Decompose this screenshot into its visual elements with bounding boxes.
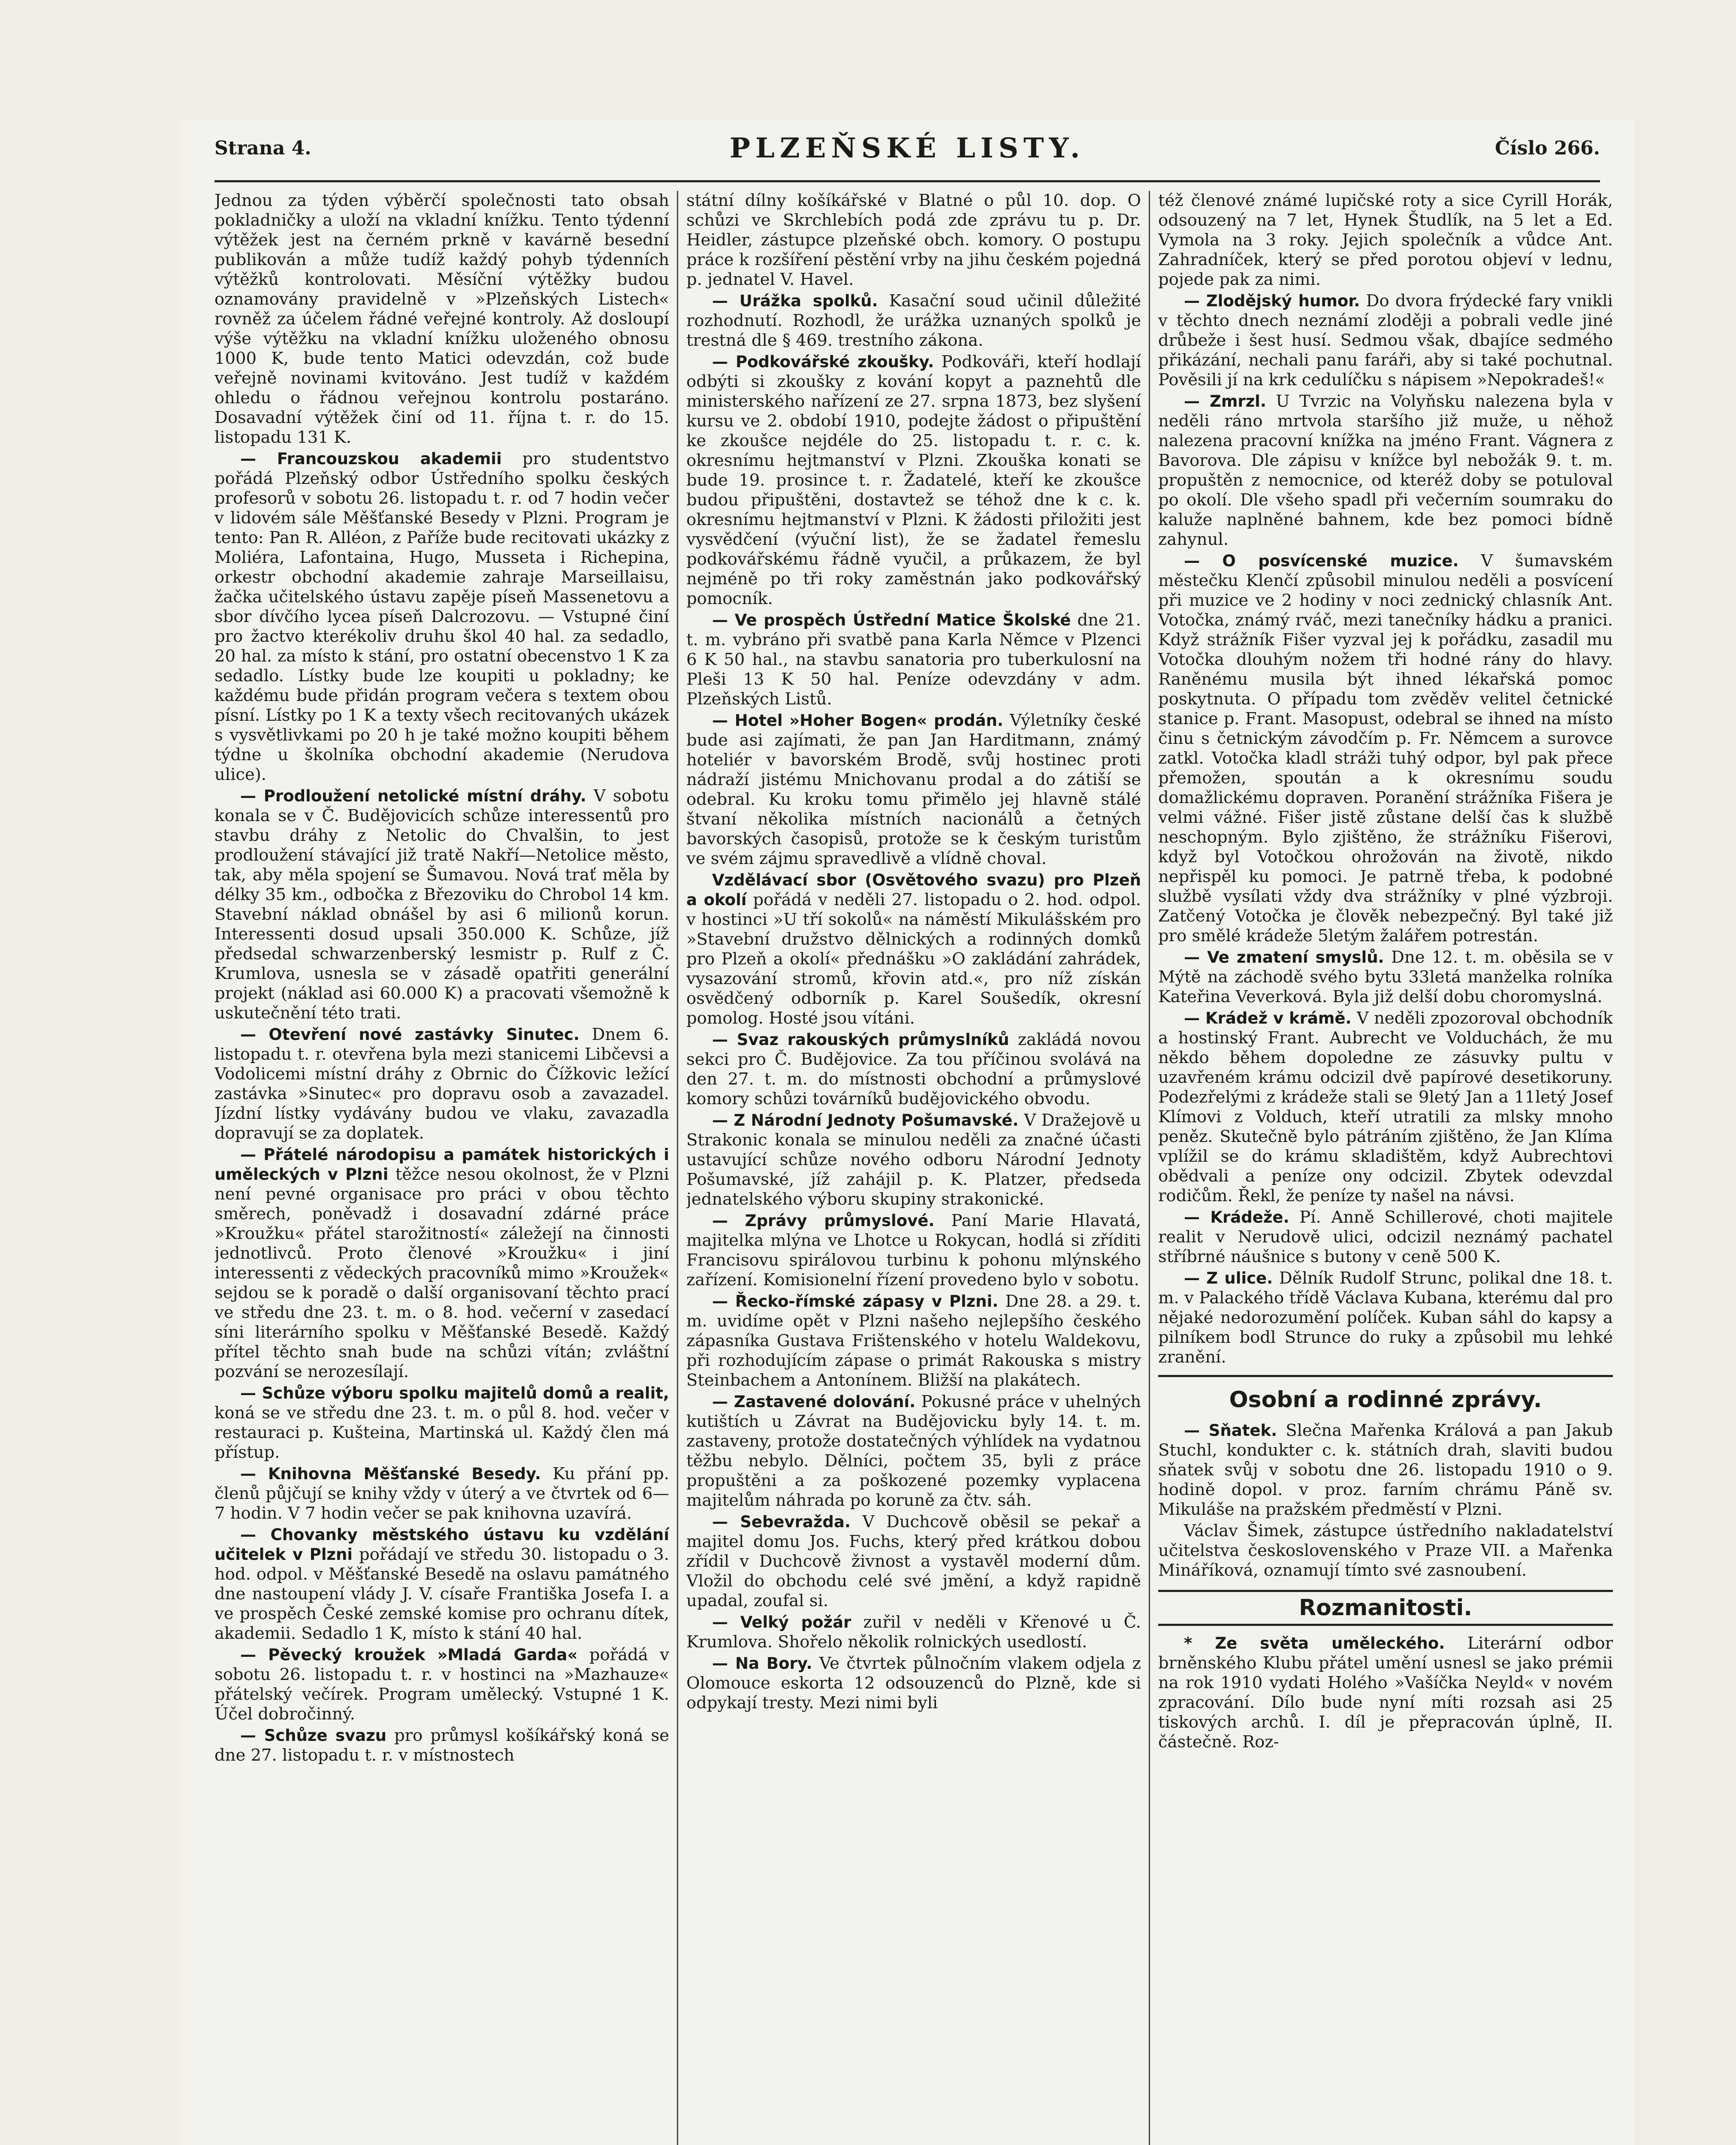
article-heading: — Z ulice. [1184, 1269, 1273, 1287]
article-text: těžce nesou okolnost, že v Plzni není pevné organisace pro práci v obou těchto směrech, poněvadž i dosavadní zdárné práce »Kroužku« přátel starožitností« záležejí na činnosti jednotlivců. Proto členové »Kroužku« i jiní interessenti z vědeckých pracovníků mimo »Kroužek« sejdou se k poradě o další organisovaní těchto prací ve středu dne 23. t. m. o 8. hod. večerní v zasedací síni literárního spolku v Měšťanské Besedě. Každý přítel těchto snah bude na schůzi vítán; zvláštní pozvání se nerozesílají. [214, 1165, 669, 1381]
article-text: V Duchcově oběsil se pekař a majitel domu Jos. Fuchs, který před krátkou dobou zřídil v Duchcově živnost a vystavěl moderní dům. Vložil do obchodu celé své jmění, a když rapidně upadal, zoufal si. [686, 1512, 1141, 1610]
article-text: Dělník Rudolf Strunc, polikal dne 18. t. m. v Palackého třídě Václava Kubana, kterému dal pro nějaké nedorozumění políček. Kuban sáhl do kapsy a pilníkem bodl Strunce do ruky a způsobil mu lehké zranění. [1158, 1269, 1613, 1367]
article-paragraph [686, 1654, 1141, 1713]
article-heading: — Ve zmatení smyslů. [1184, 948, 1384, 967]
article-heading: — Schůze svazu [240, 1726, 387, 1745]
article-text: zakládá novou sekci pro Č. Budějovice. Za tou příčinou svolává na den 27. t. m. do místnosti obchodní a průmyslové komory schůzi továrníků budějovického obvodu. [686, 1030, 1141, 1109]
article-paragraph [686, 191, 1141, 290]
article-heading: — Řecko-římské zápasy v Plzni. [712, 1292, 999, 1311]
article-heading: — Sebevražda. [712, 1513, 851, 1531]
personal-news [1158, 1421, 1613, 1580]
section-title-misc: Rozmanitosti. [1158, 1590, 1613, 1626]
article-paragraph [214, 1464, 669, 1523]
article-paragraph [686, 1111, 1141, 1209]
article-paragraph [1158, 551, 1613, 946]
article-paragraph [214, 1025, 669, 1143]
section-rule [1158, 1375, 1613, 1377]
article-heading: * Ze světa uměleckého. [1184, 1634, 1445, 1653]
article-heading: — Zastavené dolování. [712, 1393, 916, 1411]
column-3-news [1158, 191, 1613, 1367]
article-heading: — Z Národní Jednoty Pošumavské. [712, 1111, 1019, 1130]
column-divider [677, 191, 678, 2145]
article-paragraph [686, 870, 1141, 1028]
article-heading: — Francouzskou akademii [240, 450, 502, 468]
article-paragraph [214, 1145, 669, 1382]
article-paragraph [214, 1645, 669, 1724]
article-paragraph [686, 1613, 1141, 1652]
article-paragraph [214, 1525, 669, 1643]
article-paragraph [1158, 191, 1613, 290]
column-1 [214, 191, 669, 2145]
article-heading: — Urážka spolků. [712, 292, 878, 310]
article-text: dne 21. t. m. vybráno při svatbě pana Karla Němce v Plzenci 6 K 50 hal., na stavbu sanatoria pro tuberkulosní na Pleši 13 K 50 hal. Peníze odevzdány v adm. Plzeňských Listů. [686, 610, 1141, 709]
article-paragraph [1158, 1009, 1613, 1206]
article-paragraph [214, 786, 669, 1023]
article-paragraph [686, 610, 1141, 709]
article-paragraph [1158, 948, 1613, 1007]
article-text: Pokusné práce v uhelných kutištích u Závrat na Budějovicku byly 14. t. m. zastaveny, protože dostatečných výhlídek na vydatnou těžbu nebylo. Dělníci, počtem 35, byli z práce propuštěni a za poškozené pozemky vyplacena majitelům náhrada po koruně za čtv. sáh. [686, 1392, 1141, 1510]
article-heading: — Podkovářské zkoušky. [712, 353, 934, 371]
article-heading: — Krádeže. [1184, 1208, 1289, 1227]
article-paragraph [1158, 1521, 1613, 1580]
misc-news [1158, 1634, 1613, 1752]
article-heading: — Zprávy průmyslové. [712, 1211, 935, 1230]
newspaper-title: PLZEŇSKÉ LISTY. [729, 132, 1085, 164]
column-3 [1158, 191, 1613, 2145]
article-heading: — Svaz rakouských průmyslníků [712, 1030, 1009, 1049]
article-heading: — Otevření nové zastávky Sinutec. [240, 1025, 580, 1044]
article-heading: — Velký požár [712, 1613, 851, 1631]
article-heading: — Hotel »Hoher Bogen« prodán. [712, 711, 1003, 730]
article-text: V sobotu konala se v Č. Budějovicích schůze interessentů pro stavbu dráhy z Netolic do Chvalšin, to jest prodloužení stávající již tratě Nakří—Netolice město, tak, aby měla spojení se Šumavou. Nová trať měla by délky 35 km., odbočka z Březoviku do Chrobol 14 km. Stavební náklad obnášel by asi 6 milionů korun. Interessenti dosud upsali 350.000 K. Schůze, jíž předsedal schwarzenberský lesmistr p. Rulf z Č. Krumlova, usnesla se v zásadě opatřiti generální projekt (náklad asi 60.000 K) a pracovati všemožně k uskutečnění této trati. [214, 786, 669, 1023]
article-paragraph [686, 1512, 1141, 1611]
article-paragraph [214, 1384, 669, 1462]
page-number: Strana 4. [214, 137, 311, 159]
article-paragraph [214, 1726, 669, 1765]
article-heading: — Chovanky městského ústavu ku vzdělání učitelek v Plzni [214, 1526, 669, 1564]
page-header [214, 129, 1600, 182]
article-text: V neděli zpozoroval obchodník a hostinský Frant. Aubrecht ve Volduchách, že mu někdo během dopoledne ze zásuvky pultu v uzavřeném krámu odcizil dvě papírové desetikoruny. Podezřelými z krádeže stali se 9letý Jan a 11letý Josef Klímovi z Volduch, kteří utratili za mlsky mnoho peněz. Skutečně bylo pátráním zjištěno, že Jan Klíma vplížil se do krámu skladištěm, když Aubrechtovi obědvali a peníze ony odcizil. Zbytek odevzdal rodičům. Řekl, že peníze ty našel na návsi. [1158, 1009, 1613, 1205]
article-text: Dne 12. t. m. oběsila se v Mýtě na záchodě svého bytu 33letá manželka rolníka Kateřina Veverková. Byla již delší dobu choromyslná. [1158, 948, 1613, 1006]
column-2 [686, 191, 1141, 2145]
article-paragraph [1158, 1421, 1613, 1520]
article-paragraph [686, 1392, 1141, 1511]
article-text: zuřil v neděli v Křenové u Č. Krumlova. Shořelo několik rolnických usedlostí. [686, 1613, 1141, 1652]
article-text: U Tvrzic na Volyňsku nalezena byla v neděli ráno mrtvola staršího již muže, u něhož nalezena pracovní knížka na jméno Frant. Vágnera z Bavorova. Dle zápisu v knížce byl nebožák 9. t. m. propuštěn z nemocnice, od kteréž doby se potuloval po okolí. Dle všeho spadl při večerním soumraku do kaluže naplněné bahnem, kde bez pomoci bídně zahynul. [1158, 392, 1613, 549]
article-text: Do dvora frýdecké fary vnikli v těchto dnech neznámí zloději a pobrali vedle jiné drůbeže i šest husí. Sedmou však, dbajíce sedmého přikázání, nechali panu faráři, aby si také pochutnal. Pověsili jí na krk cedulíčku s nápisem »Nepokradeš!« [1158, 291, 1613, 390]
article-text: Jednou za týden výběrčí společnosti tato obsah pokladničky a uloží na vkladní knížku. Tento týdenní výtěžek jest na černém prkně v kavárně besední publikován a může tudíž každý pohyb týdenních výtěžků kontrolovati. Měsíční výtěžky budou oznamovány pravidelně v »Plzeňských Listech« rovněž za účelem řádné veřejné kontroly. Až dosloupí výše výtěžku na vkladní knížku uloženého obnosu 1000 K, bude tento Matici odevzdán, což bude veřejně novinami kvitováno. Jest tudíž v každém ohledu o řádnou veřejnou kontrolu postaráno. Dosavadní výtěžek činí od 11. října t. r. do 15. listopadu 131 K. [214, 191, 669, 447]
article-text: Podkováři, kteří hodlají odbýti si zkoušky z kování kopyt a paznehtů dle ministerského nařízení ze 27. srpna 1873, bez slyšení kursu ve 2. období 1910, podejte žádost o připuštění ke zkoušce nejdéle do 25. listopadu t. r. c. k. okresnímu hejtmanství v Plzni. Zkouška konati se bude 19. prosince t. r. Žadatelé, kteří ke zkoušce budou připuštěni, dostavtež se téhož dne k c. k. okresnímu hejtmanství v Plzni. K žádosti přiložiti jest vysvědčení (výuční list), že se žadatel řemeslu podkovářskému řádně vyučil, a průkazem, že byl nejméně po tři roky zaměstnán jako podkovářský pomocník. [686, 352, 1141, 608]
article-text: Václav Šimek, zástupce ústředního nakladatelství učitelstva československého v Praze VII. a Mařenka Mináříková, oznamují tímto své zasnoubení. [1158, 1521, 1613, 1580]
column-divider [1149, 191, 1150, 2145]
article-text: pro studentstvo pořádá Plzeňský odbor Ústředního spolku českých profesorů v sobotu 26. listopadu t. r. od 7 hodin večer v lidovém sále Měšťanské Besedy v Plzni. Program je tento: Pan R. Alléon, z Paříže bude recitovati ukázky z Moliéra, Lafontaina, Hugo, Musseta i Richepina, orkestr obchodní akademie zahraje Marseillaisu, žačka učitelského ústavu zapěje píseň Massenetovu a sbor dívčího lycea píseň Dalcrozovu. — Vstupné činí pro žactvo kterékoliv druhu škol 40 hal. za sedadlo, 20 hal. za místo k stání, pro ostatní obecenstvo 1 K za sedadlo. Lístky bude lze koupiti u pokladny; ke každému bude přidán program večera s textem obou písní. Lístky po 1 K a texty všech recitovaných ukázek s vysvětlivkami po 20 h je také možno koupiti během týdne u školníka obchodní akademie (Nerudova ulice). [214, 449, 669, 784]
newspaper-page [180, 120, 1634, 2145]
article-text: státní dílny košíkářské v Blatné o půl 10. dop. O schůzi ve Skrchlebích podá zde zprávu tu p. Dr. Heidler, zástupce plzeňské obch. komory. O postupu práce k rozšíření pěstění vrby na jihu českém pojedná p. jednatel V. Havel. [686, 191, 1141, 289]
article-text: pro průmysl košíkářský koná se dne 27. listopadu t. r. v místnostech [214, 1726, 669, 1765]
article-paragraph [1158, 1208, 1613, 1267]
article-paragraph [214, 191, 669, 447]
article-paragraph [686, 291, 1141, 350]
article-heading: — Zmrzl. [1184, 392, 1266, 411]
article-paragraph [1158, 1634, 1613, 1752]
article-text: V šumavském městečku Klenčí způsobil minulou neděli a posvícení při muzice ve 2 hodiny v noci zednický chlasník Ant. Votočka, známý rváč, mezi tanečníky hádku a pranici. Když strážník Fišer vyzval jej k pořádku, zasadil mu Votočka dlouhým nožem tři hodné rány do hlavy. Raněnému musila být ihned lékařská pomoc poskytnuta. O případu tom zvěděv velitel četnické stanice p. Frant. Masopust, odebral se ihned na místo činu s četnickým závodčím p. Fr. Němcem a surovce zatkl. Votočka kladl stráži tuhý odpor, byl pak přece přemožen, spoután a k okresnímu soudu domažlickému dopraven. Poranění strážníka Fišera je velmi vážné. Fišer jistě zůstane delší čas k službě neschopným. Bylo zjištěno, že strážníku Fišerovi, když byl Votočkou ohrožován na životě, nikdo nepřispěl ku pomoci. Je patrně třeba, k podobné službě vysílati vždy dva strážníky v plné výzbroji. Zatčený Votočka je člověk nebezpečný. Byl také již pro smělé krádeže 5letým žalářem potrestán. [1158, 551, 1613, 946]
article-text: Ku přání pp. členů půjčují se knihy vždy v úterý a ve čtvrtek od 6—7 hodin. V 7 hodin večer se pak knihovna uzavírá. [214, 1464, 669, 1523]
article-text: pořádá v sobotu 26. listopadu t. r. v hostinci na »Mazhauze« přátelský večírek. Program umělecký. Vstupné 1 K. Účel dobročinný. [214, 1645, 669, 1724]
article-heading: — O posvícenské muzice. [1184, 552, 1459, 570]
article-heading: — Na Bory. [712, 1654, 812, 1673]
issue-number: Číslo 266. [1494, 137, 1600, 159]
article-paragraph [686, 1030, 1141, 1109]
article-text: Dne 28. a 29. t. m. uvidíme opět v Plzni našeho nejlepšího českého zápasníka Gustava Frištenského v hotelu Waldekovu, při rozhodujícím zápase o primát Rakouska s mistry Steinbachem a Antonínem. Bližší na plakátech. [686, 1292, 1141, 1390]
article-text: pořádá v neděli 27. listopadu o 2. hod. odpol. v hostinci »U tří sokolů« na náměstí Mikulášském pro »Stavební družstvo dělnických a rodinných domků pro Plzeň a okolí« přednášku »O zakládání zahrádek, vysazování stromů, křovin atd.«, pro níž získán osvědčený odborník p. Karel Soušedík, okresní pomolog. Hosté jsou vítáni. [686, 890, 1141, 1028]
article-paragraph [1158, 1269, 1613, 1367]
article-text: Literární odbor brněnského Klubu přátel umění usnesl se jako prémii na rok 1910 vydati Holého »Vašíčka Neyld« v novém zpracování. Dílo bude nyní míti rozsah asi 25 tiskových archů. I. díl je přepracován úplně, II. částečně. Roz- [1158, 1634, 1613, 1752]
article-text: Dnem 6. listopadu t. r. otevřena byla mezi stanicemi Libčevsi a Vodolicemi místní dráhy z Obrnic do Čížkovic ležící zastávka »Sinutec« pro dopravu osob a zavazadel. Jízdní lístky vydávány budou ve vlaku, zavazadla dopravují se za doplatek. [214, 1025, 669, 1143]
section-title-personal: Osobní a rodinné zprávy. [1229, 1387, 1542, 1413]
article-heading: — Prodloužení netolické místní dráhy. [240, 787, 586, 805]
article-paragraph [686, 1211, 1141, 1290]
article-text: Výletníky české bude asi zajímati, že pan Jan Harditmann, známý hoteliér v bavorském Brodě, svůj hostinec proti nádraží jistému Mnichovanu prodal a do zátiší se odebral. Ku kroku tomu přimělo jej hlavně stálé štvaní několika místních nacionálů a četných bavorských časopisů, protože se k českým turistům ve svém zájmu spravedlivě a vlídně choval. [686, 711, 1141, 868]
article-text: též členové známé lupičské roty a sice Cyrill Horák, odsouzený na 7 let, Hynek Študlík, na 5 let a Ed. Vymola na 3 roky. Jejich společník a vůdce Ant. Zahradníček, který se před porotou objeví v lednu, pojede pak za nimi. [1158, 191, 1613, 289]
article-heading: — Sňatek. [1184, 1421, 1277, 1440]
article-heading: — Přátelé národopisu a památek historických i uměleckých v Plzni [214, 1145, 669, 1184]
article-text: V Dražejově u Strakonic konala se minulou neděli za značné účasti ustavující schůze nového odboru Národní Jednoty Pošumavské, jíž zahájil p. K. Platzer, předseda jednatelského výboru skupiny strakonické. [686, 1111, 1141, 1209]
article-paragraph [214, 449, 669, 785]
article-paragraph [1158, 291, 1613, 390]
article-paragraph [686, 352, 1141, 609]
article-paragraph [1158, 392, 1613, 550]
article-heading: — Pěvecký kroužek »Mladá Garda« [240, 1646, 578, 1664]
article-text: Kasační soud učinil důležité rozhodnutí. Rozhodl, že urážka uznaných spolků je trestná dle § 469. trestního zákona. [686, 291, 1141, 350]
article-heading: Vzdělávací sbor (Osvětového svazu) pro Plzeň a okolí [686, 871, 1141, 909]
article-paragraph [686, 711, 1141, 869]
article-paragraph [686, 1292, 1141, 1390]
article-text: Slečna Mařenka Králová a pan Jakub Stuchl, kondukter c. k. státních drah, slaviti budou sňatek svůj v sobotu dne 26. listopadu 1910 o 9. hodině dopol. v proz. farním chrámu Páně sv. Mikuláše na pražském předměstí v Plzni. [1158, 1421, 1613, 1519]
article-text: Pí. Anně Schillerové, choti majitele realit v Nerudově ulici, odcizil neznámý pachatel stříbrné náušnice s butony v ceně 500 K. [1158, 1208, 1613, 1266]
article-heading: — Zlodějský humor. [1184, 292, 1360, 310]
article-heading: — Ve prospěch Ústřední Matice Školské [712, 611, 1071, 629]
article-text: koná se ve středu dne 23. t. m. o půl 8. hod. večer v restauraci p. Kušteina, Martinská ul. Každý člen má přístup. [214, 1403, 669, 1462]
article-heading: — Schůze výboru spolku majitelů domů a realit, [240, 1384, 669, 1402]
article-heading: — Knihovna Měšťanské Besedy. [240, 1465, 541, 1483]
article-text: Ve čtvrtek půlnočním vlakem odjela z Olomouce eskorta 12 odsouzenců do Plzně, kde si odpykají tresty. Mezi nimi byli [686, 1654, 1141, 1713]
article-heading: — Krádež v krámě. [1184, 1009, 1352, 1027]
article-text: Paní Marie Hlavatá, majitelka mlýna ve Lhotce u Rokycan, hodlá si zříditi Francisovu spirálovou turbinu k pohonu mlýnského zařízení. Komisionelní řízení provedeno bylo v sobotu. [686, 1211, 1141, 1290]
article-text: pořádají ve středu 30. listopadu o 3. hod. odpol. v Měšťanské Besedě na oslavu památného dne nastoupení vlády J. V. císaře Františka Josefa I. a ve prospěch České zemské komise pro ochranu dítek, akademii. Sedadlo 1 K, místo k stání 40 hal. [214, 1545, 669, 1643]
